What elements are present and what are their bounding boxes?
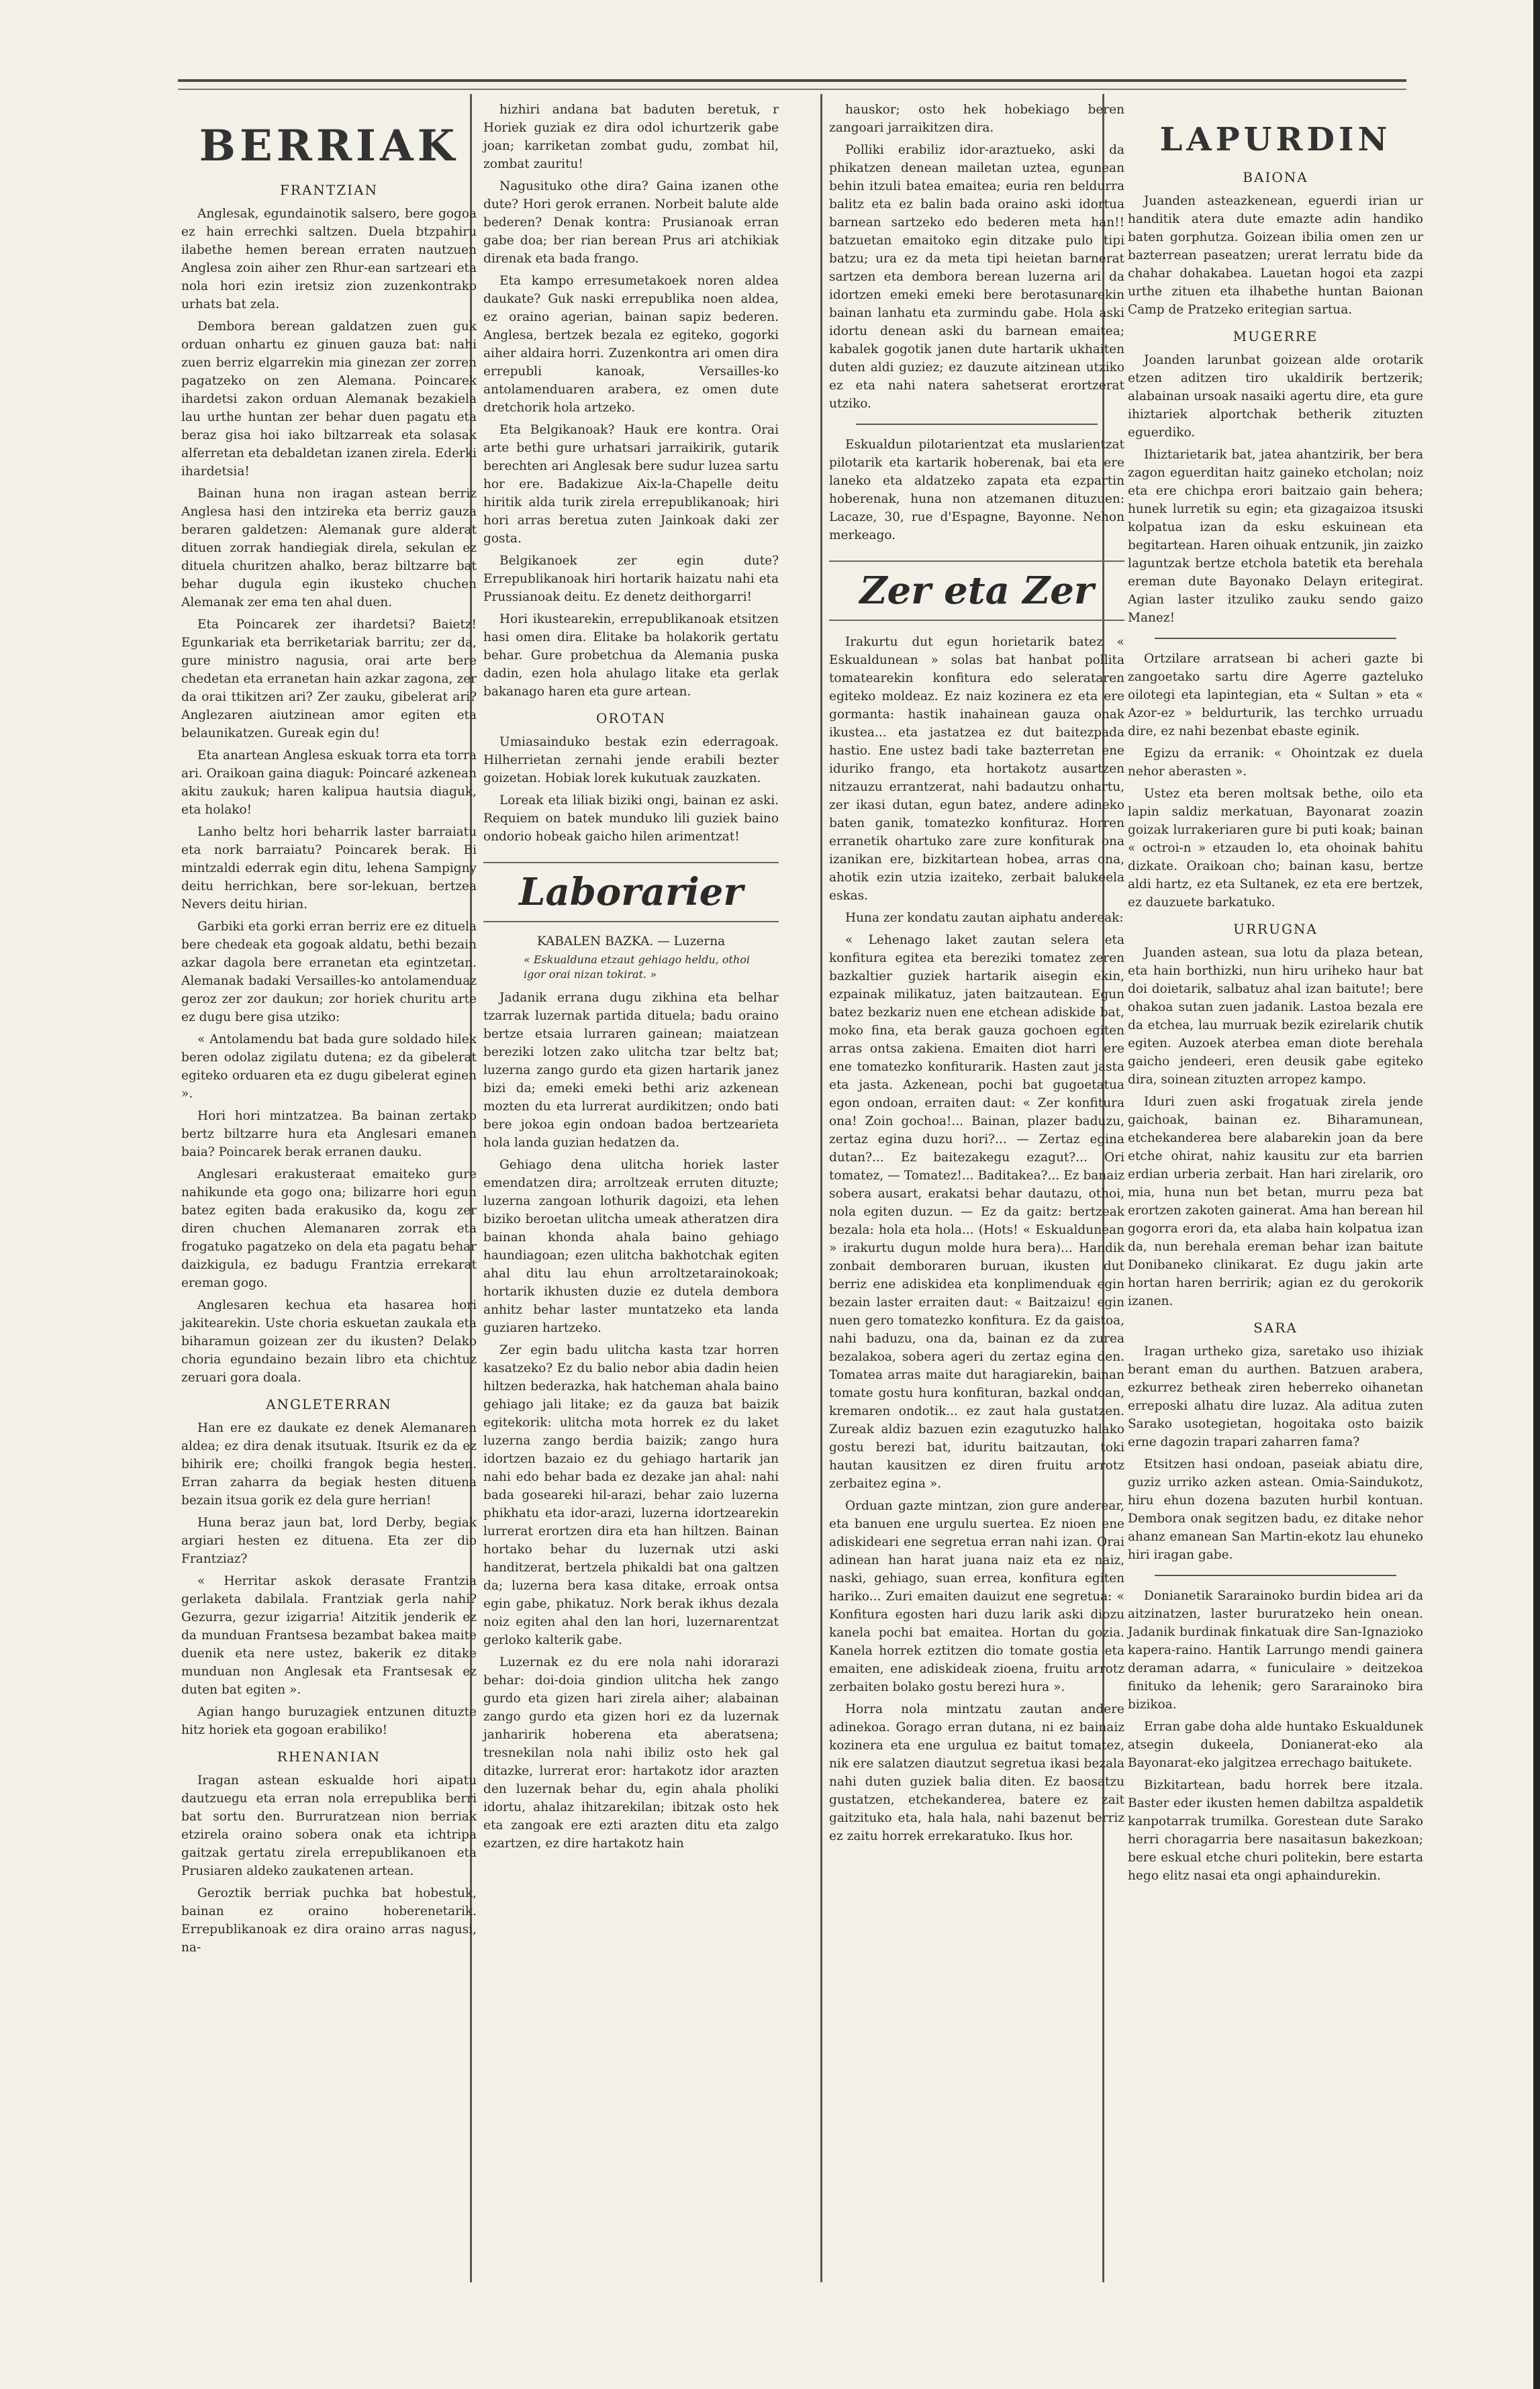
article-paragraph: Huna zer kondatu zautan aiphatu andereak: (845, 911, 1124, 925)
section-title: SARA (1253, 1320, 1298, 1336)
article-paragraph: Ustez eta beren moltsak bethe, oilo eta lapin saldiz merkatuan, Bayonarat zoazin goizak lurrakeriaren gure bi puti koak; bainan « octroi-n » etzauden lo, eta ohoinak bahitu dizkate. Oraikoan cho; bainan kasu, bertze aldi hartz, ez eta Sultanek, ez eta ere bertzek, ez dauzuete barkatuko. (1128, 787, 1423, 910)
article-paragraph: Orduan gazte mintzan, zion gure anderear, eta banuen ene urgulu suertea. Ez nioen ene adiskideari ene segretua erran nahi izan. Orai adinean han harat juana naiz eta ez naiz, naski, gehiago, suan errea, konfitura egiten hariko... Zuri emaiten dauizut ene segretua: « Konfitura egosten hari duzu larik aski diozu kanela pochi bat emaitea. Hortan du gozia. Kanela horrek eztitzen dio tomate gostia eta emaiten, ene adiskideak zioena, fruitu arrotz zerbaiten bolako gostu berezi hura ». (829, 1499, 1124, 1694)
article-paragraph: Eta kampo erresumetakoek noren aldea daukate? Guk naski errepublika noen aldea, ez oraino agerian, bainan sapiz bederen. Anglesa, bertzek bezala ez egiteko, gogorki aiher aldaira horri. Zuzenkontra ari omen dira errepubli kanoak, Versailles-ko antolamenduaren arabera, ez omen dute dretchorik hola artzeko. (483, 274, 779, 415)
article-paragraph: hizhiri andana bat baduten beretuk, r Horiek guziak ez dira odol ichurtzerik gabe joan; karriketan zombat gudu, zombat hil, zombat zauritu! (483, 103, 779, 171)
article-paragraph: Anglesak, egundainotik salsero, bere gogoa ez hain errechki saltzen. Duela btzpahiru ilabethe hemen berean erraten nautzuen Anglesa zoin aiher zen Rhur-ean sartzeari eta nola hori ezin iretsiz zion zuzenkontrako urhats bat zela. (181, 207, 477, 311)
article-paragraph: Agian hango buruzagiek entzunen dituzte hitz horiek eta gogoan erabiliko! (181, 1705, 477, 1737)
article-paragraph: Zer egin badu ulitcha kasta tzar horren kasatzeko? Ez du balio nebor abia dadin heien hiltzen bederazka, hak hatcheman ahala baino gehiago jali litake; ez da gauza bat baizik egitekorik: ulitcha mota horrek ez du laket luzerna zango berdia baizik; zango hura idortzen bazaio ez du gehiago hartarik jan nahi edo behar bada ez dezake jan ahal: nahi bada goseareki hil-arazi, behar zaio luzerna phikhatu eta idor-arazi, luzerna idortzearekin lurrerat erortzen dira eta han hiltzen. Bainan hortako behar du luzernak utzi aski handitzerat, bertzela phikaldi bat ona galtzen da; luzerna bera kasa ditake, erroak ontsa egin gabe, phikatuz. Nork berak ikhus dezala noiz egiten ahal den lan hori, luzernarentzat gerloko kalterik gabe. (483, 1343, 779, 1647)
article-paragraph: Luzernak ez du ere nola nahi idorarazi behar: doi-doia gindion ulitcha hek zango gurdo eta gizen hari zirela aiher; alabainan zango gurdo eta gizen hori ez da luzernak janharirik hoberena eta aberatsena; tresnekilan nola nahi ibiliz osto hek gal ditazke, lurrerat eror: hartakotz idor arazten den luzernak behar du, egin ahala pholiki idortu, ahalaz ihitzarekilan; ibitzak osto hek eta zangoak ere ezti arazten ditu eta zalgo ezartzen, ez dire hartakotz hain (483, 1655, 779, 1851)
advertisement: Eskualdun pilotarientzat eta muslarientzat pilotarik eta kartarik hoberenak, bai eta ere laneko eta aldatzeko zapata eta ezpartin hoberenak, huna non atzemanen dituzuen: Lacaze, 30, rue d'Espagne, Bayonne. Nehon merkeago. (829, 438, 1124, 542)
article-paragraph: Anglesari erakusteraat emaiteko gure nahikunde eta gogo ona; bilizarre hori egun batez egiten bada erakusiko da, kogu zer diren chuchen Alemanaren zorrak eta frogatuko pagatzeko on dela eta pagatu behar daizkigula, ez badugu Frantzia errekarat ereman gogo. (181, 1167, 477, 1290)
page-edge (1533, 0, 1540, 2389)
separator (856, 424, 1098, 425)
article-quote: « Eskualduna etzaut gehiago heldu, othoi igor orai nizan tokirat. » (524, 953, 750, 981)
article-paragraph: Etsitzen hasi ondoan, paseiak abiatu dire, guziz urriko azken astean. Omia-Saindukotz, hiru ehun dozena bazuten hurbil kontuan. Dembora onak segitzen badu, ez ditake nehor ahanz emanean San Martin-ekotz lau ehuneko hiri iragan gabe. (1128, 1457, 1423, 1562)
article-paragraph: Hori hori mintzatzea. Ba bainan zertako bertz biltzarre hura eta Anglesari emanen baia? Poincarek berak erranen dauku. (181, 1109, 477, 1159)
article-paragraph: Polliki erabiliz idor-araztueko, aski da phikatzen denean mailetan uztea, egunean behin itzuli batea emaitea; euria ren beldurra balitz eta ez balin bada oraino aski idortua barnean sartzeko edo bederen meta han!! batzuetan emaitoko egin ditzake pulo tipi batzu; ura ez da meta tipi heietan barnerat sartzen eta dembora berean luzerna ari da idortzen emeki emeki bere berotasunarekin bainan lanhatu eta zurmindu gabe. Hola aski idortu denean aski du barnean emaitea; kabalek gogotik janen dute hartarik ukhaiten duten aldi guziez; ez dauzute aitzinean utziko ez eta nahi natera sahetserat erortzerat utziko. (829, 143, 1124, 411)
article-paragraph: Umiasainduko bestak ezin ederragoak. Hilherrietan zernahi jende erabili bezter goizetan. Hobiak lorek kukutuak zauzkaten. (483, 735, 779, 785)
column-3 (829, 101, 1124, 1849)
column-4 (1128, 101, 1423, 1889)
section-title: OROTAN (595, 710, 667, 726)
article-paragraph: Iduri zuen aski frogatuak zirela jende gaichoak, bainan ez. Biharamunean, etchekanderea bere alabarekin joan da bere etche ohirat, nahiz kausitu zur eta barrien erdian urberia zerbait. Han hari zirelarik, oro mia, huna nun bet betan, murru peza bat erortzen zakoten gainerat. Ama han berean hil gogorra erori da, eta alaba hain kolpatua izan da, nun berehala ereman behar izan baitute Donibaneko clinikarat. Ez dugu jakin arte hortan haren berririk; agian ez du gerokorik izanen. (1128, 1095, 1423, 1308)
article-paragraph: Anglesaren kechua eta hasarea hori jakitearekin. Uste choria eskuetan zaukala eta biharamun goizean zer du ikusten? Delako choria egundaino bezain libro eta chichtuz zeruari gora doala. (181, 1298, 477, 1385)
column-rule (820, 94, 822, 2282)
article-paragraph: Juanden astean, sua lotu da plaza betean, eta hain borthizki, nun hiru uriheko haur bat doi doietarik, salbatuz ahal izan baitute!; bere ohakoa sutan zuen jadanik. Lastoa bezala ere da etchea, lau murruak bezik ezirelarik chutik egiten. Auzoek aterbea eman diote berehala gaicho jendeeri, eren deusik gabe egiteko dira, soinean zituzten arropez kampo. (1128, 946, 1423, 1087)
article-paragraph: Juanden asteazkenean, eguerdi irian ur handitik atera dute emazte adin handiko baten gorphutza. Goizean ibilia omen zen ur bazterrean paseatzen; urerat lerratu bide da chahar dohakabea. Lauetan hogoi eta zazpi urthe zituen eta ilhabethe huntan Baionan Camp de Pratzeko eritegian sartua. (1128, 194, 1423, 317)
section-title: URRUGNA (1233, 921, 1318, 937)
article-paragraph: Gehiago dena ulitcha horiek laster emendatzen dira; arroltzeak erruten dituzte; luzerna zangoan lothurik dagoizi, eta lehen biziko beroetan ulitcha umeak atheratzen dira bainan khonda ahala baino gehiago haundiagoan; ezen ulitcha bakhotchak egiten ahal ditu lau ehun arroltzetarainokoak; hortarik ikhusten duzie ez dutela dembora anhitz behar laster muntatzeko eta landa guziaren hartzeko. (483, 1158, 779, 1335)
article-paragraph: « Herritar askok derasate Frantzia gerlaketa dabilala. Frantziak gerla nahi? Gezurra, gezur izigarria! Aitzitik jenderik ez da munduan Frantsesa bezambat bakea maite duenik eta nere ustez, bakerik ez ditake munduan non Anglesak eta Frantsesak ez duten bat egiten ». (181, 1574, 477, 1697)
section-title: MUGERRE (1233, 328, 1318, 344)
section-title: FRANTZIAN (280, 182, 378, 198)
article-paragraph: Erran gabe doha alde huntako Eskualdunek atsegin dukeela, Donianerat-eko ala Bayonarat-eko jalgitzea errechago baitukete. (1128, 1720, 1423, 1770)
article-paragraph: Eta anartean Anglesa eskuak torra eta torra ari. Oraikoan gaina diaguk: Poincaré azkenean akitu zaukuk; haren kalipua hautsia diaguk, eta holako! (181, 748, 477, 817)
article-paragraph: Belgikanoek zer egin dute? Errepublikanoak hiri hortarik haizatu nahi eta Prussianoak deitu. Ez denetz deithorgarri! (483, 554, 779, 604)
article-paragraph: hauskor; osto hek hobekiago beren zangoari jarraikitzen dira. (829, 103, 1124, 135)
article-paragraph: Ihiztarietarik bat, jatea ahantzirik, ber bera zagon eguerditan haitz gaineko etcholan; noiz eta ere chichpa erori baitzaio gain behera; hunek lurretik su egin; eta gizagaizoa itsuski kolpatua izan da esku eskuinean eta begitartean. Haren oihuak entzunik, jin zaizko laguntzak bertze etchola batetik eta berehala ereman dute Bayonako Delayn eritegirat. Agian laster itzuliko zauku sendo gaizo Manez! (1128, 448, 1423, 625)
article-paragraph: Dembora berean galdatzen zuen guk orduan onhartu ez ginuen gauza bat: nahi zuen berriz elgarrekin mia ginezan zer zorren pagatzeko on zen Alemana. Poincarek ihardetsi zakon orduan Alemanak bezakiela lau urthe huntan zer behar duen pagatu eta beraz gisa hoi iako biltzarreak eta solasak alferretan eta debaldetan izanen zirela. Ederki ihardetsia! (181, 320, 477, 479)
article-paragraph: Donianetik Sararainoko burdin bidea ari da aitzinatzen, laster bururatzeko hein onean. Jadanik burdinak finkatuak dire San-Ignazioko kapera-raino. Hantik Larrungo mendi gainera deraman adarra, « funiculaire » deitzekoa finituko da lehenik; gero Sararainoko bira bizikoa. (1128, 1589, 1423, 1712)
column-1 (181, 101, 477, 1961)
berriak-heading: BERRIAK (199, 121, 459, 171)
article-paragraph: Garbiki eta gorki erran berriz ere ez dituela bere chedeak eta gogoak aldatu, bethi bezain azkar dagola bere erranetan eta egintzetan. Alemanak badaki Versailles-ko antolamenduaz geroz zer zor daukun; zor horiek churitu arte ez dugu bere gisa utziko: (181, 920, 477, 1024)
article-paragraph: Joanden larunbat goizean alde orotarik etzen aditzen tiro ukaldirik bertzerik; alabainan ursoak nasaiki agertu dire, eta gure ihiztariek alportchak betherik zituzten eguerdiko. (1128, 353, 1423, 440)
article-paragraph: Eta Belgikanoak? Hauk ere kontra. Orai arte bethi gure urhatsari jarraikirik, gutarik berechten ari Anglesak bere sudur luzea sartu hor ere. Badakizue Aix-la-Chapelle deitu hiritik alda turik zirela errepublikanoak; hiri hori arras beretua zuten Jainkoak daki zer gosta. (483, 423, 779, 546)
top-rule (178, 79, 1406, 90)
article-paragraph: Jadanik errana dugu zikhina eta belhar tzarrak luzernak partida dituela; badu oraino bertze etsaia lurraren gainean; maiatzean bereziki lotzen zako ulitcha tzar beltz bat; luzerna zango gurdo eta gizen hartarik janez bizi da; emeki emeki bethi ariz azkenean mozten du eta lurrerat aurdikitzen; ondo bati bere jokoa egin ondoan badoa bertzearieta hola landa guzian hedatzen da. (483, 991, 779, 1150)
article-paragraph: Bizkitartean, badu horrek bere itzala. Baster eder ikusten hemen dabiltza aspaldetik kanpotarrak trumilka. Gorestean dute Sarako herri choragarria bere nasaitasun bakezkoan; bere eskual etche churi politekin, bere estarta hego elitz nasai eta ongi aphaindurekin. (1128, 1778, 1423, 1883)
separator (1155, 638, 1396, 639)
article-paragraph: Bainan huna non iragan astean berriz Anglesa hasi den intzireka eta berriz gauza beraren galdetzen: Alemanak gure alderat dituen zorrak handiegiak direla, sekulan ez dituela churitzen ahalko, beraz biltzarre bat behar dugula egin ikusteko chuchen Alemanak zer ema ten ahal duen. (181, 487, 477, 610)
article-paragraph: Iragan urtheko giza, saretako uso ihiziak berant eman du aurthen. Batzuen arabera, ezkurrez betheak ziren heberreko oihanetan erreposki alhatu dire luzaz. Ala aditua zuten Sarako usotegietan, hogoitaka osto baizik erne dagozin trapari zaharren fama? (1128, 1345, 1423, 1449)
article-paragraph: Irakurtu dut egun horietarik batez « Eskualdunean » solas bat hanbat pollita tomatearekin konfitura edo selerataren egiteko moldeaz. Ez naiz kozinera ez eta ere gormanta: hastik inahainean gauza onak ikustea... eta jastatzea ez dut baitezpada hastio. Ene ustez badi take bazterretan ene iduriko frango, eta hortakotz ausartzen nitzauzu errantzerat, nahi badautzu onhartu, zer ikasi dutan, egun batez, andere adineko baten ganik, tomatezko konfituraz. Horren erranetik ohartuko zare zure konfiturak ona izanikan ere, bizkitartean hobea, arras ona, ahotik ezin utzia izaiteko, zerbait balukeela eskas. (829, 635, 1124, 903)
article-paragraph: Huna beraz jaun bat, lord Derby, begiak argiari hesten ez dituena. Eta zer dio Frantziaz? (181, 1516, 477, 1566)
article-paragraph: Horra nola mintzatu zautan andere adinekoa. Gorago erran dutana, ni ez bainaiz kozinera eta ene urgulua ez baitut tomatez, nik ere salatzen diautzut segretua ikasi bezala nahi duten guziek balia diten. Ez baosatzu gustatzen, etchekandereа, batere ez zait gaitzituko eta, hala hala, nahi bazenut berriz ez zaitu horrek errekaratuko. Ikus hor. (829, 1702, 1124, 1843)
zer-eta-zer-heading: Zer eta Zer (829, 560, 1124, 621)
article-paragraph: Eta Poincarek zer ihardetsi? Baietz! Egunkariak eta berriketariak barritu; zer da, gure ministro nagusia, orai arte bere chedetan eta erranetan hain azkar zagona, zer da orai ttikitzen ari? Zer zauku, gibelerat ari? Anglezaren aiutzinean amor egiten eta belaunikatzen. Gureak egin du! (181, 618, 477, 740)
article-paragraph: « Antolamendu bat bada gure soldado hilek beren odolaz zigilatu dutena; ez da gibelerat egiteko orduaren eta ez dugu gibelerat eginen ». (181, 1032, 477, 1101)
column-2 (483, 101, 779, 1857)
article-paragraph: Han ere ez daukate ez denek Alemanaren aldea; ez dira denak itsutuak. Itsurik ez da ez bihirik ere; choilki frangok begia hesten. Erran zaharra da begiak hesten dituena bezain itsua gorik ez dela gure herrian! (181, 1421, 477, 1508)
article-paragraph: Lanho beltz hori beharrik laster barraiatu eta nork barraiatu? Poincarek berak. Bi mintzaldi ederrak egin ditu, lehena Sampigny deitu herrichkan, bere sor-lekuan, bertzea Nevers deitu hirian. (181, 825, 477, 912)
article-subtitle: KABALEN BAZKA. — Luzerna (536, 934, 726, 948)
section-title: ANGLETERRAN (266, 1396, 392, 1412)
separator (1155, 1575, 1396, 1576)
lapurdin-heading: LAPURDIN (1159, 121, 1392, 158)
article-paragraph: Geroztik berriak puchka bat hobestuk, bainan ez oraino hoberenetarik. Errepublikanoak ez dira oraino arras nagusi, na- (181, 1886, 477, 1955)
article-paragraph: Iragan astean eskualde hori aipatu dautzuegu eta erran nola errepublika berri bat sortu den. Burruratzean nion berriak etzirela oraino sobera onak eta ichtripa gaitzak gertatu zirela errepublikanoen eta Prusiaren aldeko zaukatenen artean. (181, 1773, 477, 1878)
section-title: RHENANIAN (277, 1749, 381, 1765)
article-paragraph: Ortzilare arratsean bi acheri gazte bi zangoetako sartu dire Agerre gazteluko oilotegi eta lapintegian, eta « Sultan » eta « Azor-ez » beldurturik, las terchko urruadu dire, ez nahi bezenbat ebaste eginik. (1128, 652, 1423, 738)
article-paragraph: Nagusituko othe dira? Gaina izanen othe dute? Hori gerok erranen. Norbeit balute alde bederen? Denak kontra: Prusianoak erran gabe doa; ber rian berean Prus ari atchikiak direnak eta bada frango. (483, 179, 779, 266)
article-paragraph: Egizu da erranik: « Ohointzak ez duela nehor aberasten ». (1128, 746, 1423, 779)
laborarier-heading: Laborarier (483, 862, 779, 922)
section-title: BAIONA (1243, 169, 1308, 185)
article-paragraph: Hori ikustearekin, errepublikanoak etsitzen hasi omen dira. Elitake ba holakorik gertatu behar. Gure probetchua da Alemania puska dadin, ezen hola ahulago litake eta gerlak bakanago haren eta gure artean. (483, 612, 779, 699)
article-paragraph: « Lehenago laket zautan selera eta konfitura egitea eta bereziki tomatez zeren bazkaltier guziek hartarik aisegin ekin, ezpainak milikatuz, jaten baitzautean. Egun batez bezkariz nuen ene etchean adiskide bat, moko fina, eta berak gauza gochoen egiten arras ontsa zakiena. Emaiten diot harri ere ene tomatezko konfiturarik. Hasten zaut jasta eta jasta. Azkenean, pochi bat gugoetatua egon ondoan, erraiten daut: « Zer konfitura ona! Zoin gochoa!... Bainan, plazer baduzu, zertaz egina duzu hori?... — Zertaz egina dutan?... Ez baitezakegu ezagut?... Ori tomatez, — Tomatez!... Baditakea?... Ez banaiz sobera ausart, erakatsi behar dautazu, othoi, nola egiten duzun. — Ez da gaitz: bertzeak bezala: hola eta hola... (Hots! « Eskualdunean » irakurtu dugun molde hura bera)... Handik zonbait demboraren buruan, ikusten dut berriz ene adiskidea eta konplimenduak egin bezain laster erraiten daut: « Baitzaizu! egin nuen gero tomatezko konfitura. Ez da gaistoa, nahi baduzu, ona da, bainan ez da zurea bezalakoa, sobera ageri du zertaz egina den. Tomatea arras maite dut haragiarekin, bainan tomate gostu hura konfituran, bazkal ondoan, kremaren ondotik... ez zaut hala gustatzen. Zureak aldiz bazuen ezin ezagutuzko halako gostu berezi bat, iduritu baitzautan, toki hautan kausitzen ez diren fruitu arrotz zerbaitez egina ». (829, 933, 1124, 1491)
article-paragraph: Loreak eta liliak biziki ongi, bainan ez aski. Requiem on batek munduko lili guziek baino ondorio hobeak gaicho hilen arimentzat! (483, 793, 779, 844)
